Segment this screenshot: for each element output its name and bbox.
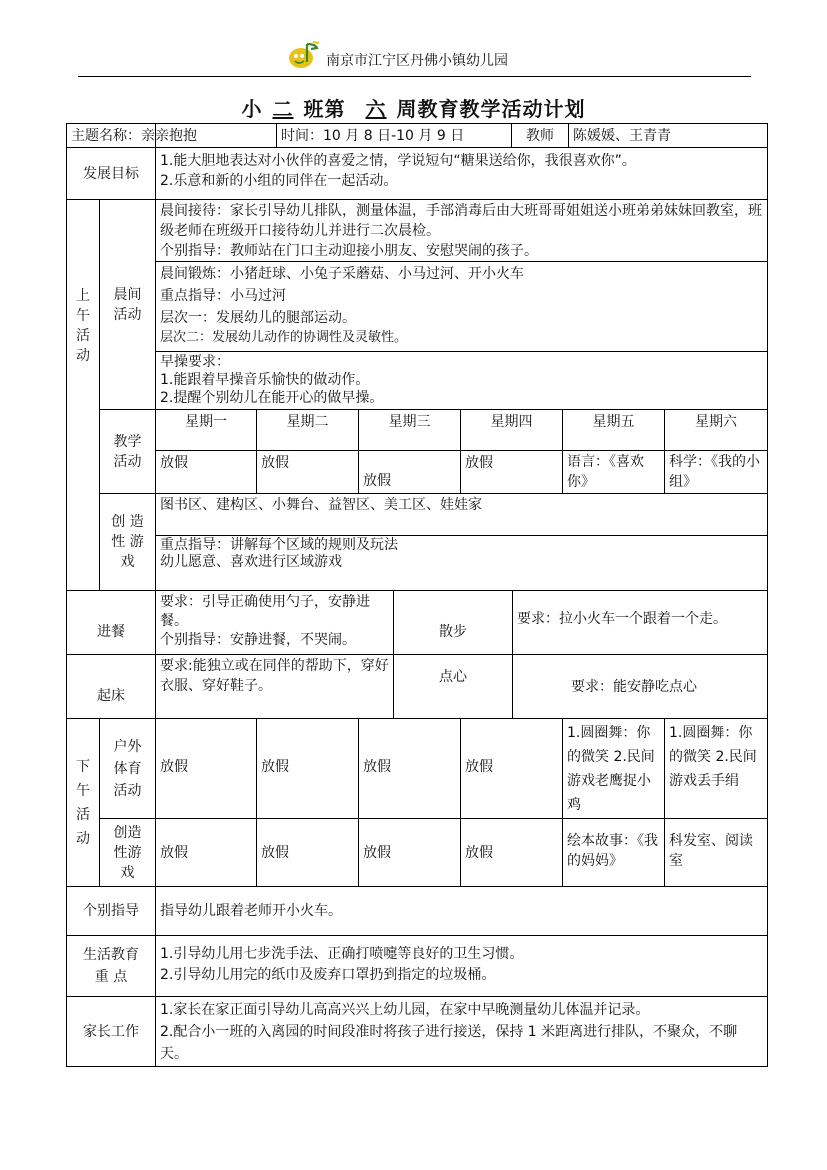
creative-mon: 放假 [160,844,188,861]
morning-section-label: 上 午 活 动 [76,287,90,364]
outdoor-tue: 放假 [261,759,289,775]
teacher-names: 陈媛媛、王青青 [573,127,671,144]
day-tue: 星期二 [286,414,329,430]
individual-label: 个别指导 [83,903,139,919]
day-sat: 星期六 [695,414,737,430]
drill-line-2: 2.提醒个别幼儿在能开心的做早操。 [160,390,384,406]
reception-guide: 个别指导：教师站在门口主动迎接小朋友、安慰哭闹的孩子。 [160,243,538,259]
outdoor-mon: 放假 [160,759,188,775]
title-class-number: 二 [272,97,294,121]
page-header [0,40,827,72]
morning-activity-label: 晨间 活动 [113,286,142,323]
creative-willing: 幼儿愿意、喜欢进行区域游戏 [160,554,342,570]
walk-label: 散步 [439,624,467,640]
teaching-fri: 语言：《喜欢你》 [567,454,644,490]
life-label: 生活教育重 点 [83,947,139,985]
school-logo-icon [287,40,321,70]
outdoor-label: 户外 体育 活动 [113,738,142,799]
creative-tue: 放假 [261,844,289,861]
teaching-wed: 放假 [363,473,391,489]
drill-line-1: 1.能跟着早操音乐愉快的做动作。 [160,372,370,388]
header-divider [78,76,751,77]
exercise-focus: 重点指导：小马过河 [160,288,286,304]
title-suffix: 周教育教学活动计划 [396,97,586,121]
parent-line-2: 2.配合小一班的入离园的时间段准时将孩子进行接送，保持 1 米距离进行排队，不聚众，不聊天。 [160,1024,738,1062]
goal-line-1: 1.能大胆地表达对小伙伴的喜爱之情，学说短句“糖果送给你，我很喜欢你”。 [160,153,636,169]
outdoor-thu: 放假 [465,759,493,775]
time-range: 时间：10 月 8 日-10 月 9 日 [281,127,465,144]
creative-fri: 绘本故事：《我的妈妈》 [567,833,658,869]
meal-guide: 个别指导：安静进餐，不哭闹。 [160,632,356,648]
teaching-tue: 放假 [261,455,289,471]
reception-text: 晨间接待：家长引导幼儿排队，测量体温，手部消毒后由大班哥哥姐姐送小班弟弟妹妹回教室，班级老师在班级开口接待幼儿并进行二次晨检。 [160,203,762,239]
outdoor-sat: 1.圆圈舞：你的微笑 2.民间游戏丢手绢 [669,725,757,789]
day-fri: 星期五 [592,414,635,430]
wakeup-label: 起床 [97,688,125,704]
snack-label: 点心 [439,669,467,685]
parent-line-1: 1.家长在家正面引导幼儿高高兴兴上幼儿园，在家中早晚测量幼儿体温并记录。 [160,1002,650,1018]
outdoor-fri: 1.圆圈舞：你的微笑 2.民间游戏老鹰捉小鸡 [567,725,655,813]
parent-content [156,997,767,1066]
exercise-level-1: 层次一：发展幼儿的腿部运动。 [160,310,356,326]
title-prefix: 小 [241,97,263,121]
walk-requirement: 要求：拉小火车一个跟着一个走。 [517,611,727,627]
individual-text: 指导幼儿跟着老师开小火车。 [160,903,342,919]
parent-label: 家长工作 [83,1023,139,1040]
wakeup-requirement: 要求:能独立或在同伴的帮助下，穿好衣服、穿好鞋子。 [160,658,389,694]
goal-line-2: 2.乐意和新的小组的同伴在一起活动。 [160,173,398,189]
morning-exercise [156,262,767,351]
afternoon-section-label: 下 午 活 动 [76,758,90,847]
creative-game-label: 创 造 性 游 戏 [111,514,144,570]
teaching-label: 教学 活动 [113,433,142,470]
morning-drill [156,352,767,409]
page-title [0,93,827,122]
teacher-label: 教师 [526,127,554,144]
creative-sat: 科发室、阅读室 [669,833,753,869]
snack-requirement: 要求：能安静吃点心 [571,678,697,695]
teaching-thu: 放假 [465,455,493,471]
title-class-word: 班第 [303,97,346,121]
meal-label: 进餐 [97,624,125,640]
life-line-2: 2.引导幼儿用完的纸巾及废弃口罩扔到指定的垃圾桶。 [160,967,496,983]
creative-thu: 放假 [465,844,493,861]
afternoon-creative-label: 创造 性游 戏 [113,824,142,881]
creative-focus: 重点指导：讲解每个区域的规则及玩法 [160,537,398,553]
school-name: 南京市江宁区丹佛小镇幼儿园 [326,53,508,69]
theme-name: 主题名称：亲亲抱抱 [71,127,197,144]
creative-areas: 图书区、建构区、小舞台、益智区、美工区、娃娃家 [160,497,482,513]
life-content [156,936,767,996]
morning-reception [156,200,767,261]
meal-content [156,591,393,654]
life-line-1: 1.引导幼儿用七步洗手法、正确打喷嚏等良好的卫生习惯。 [160,946,524,962]
teaching-sat: 科学：《我的小组》 [669,454,760,490]
meal-requirement: 要求：引导正确使用勺子，安静进餐。 [160,594,370,629]
outdoor-wed: 放假 [363,759,391,775]
exercise-level-2: 层次二：发展幼儿动作的协调性及灵敏性。 [160,330,408,345]
goals-content [156,148,767,199]
day-thu: 星期四 [490,414,533,430]
creative-content [156,536,767,590]
goals-label: 发展目标 [83,165,139,182]
exercise-text: 晨间锻炼：小猪赶球、小兔子采蘑菇、小马过河、开小火车 [160,266,524,282]
title-week-number: 六 [365,97,387,121]
drill-title: 早操要求： [160,354,230,370]
day-mon: 星期一 [185,414,227,430]
creative-wed: 放假 [363,844,391,861]
teaching-mon: 放假 [160,455,188,471]
day-wed: 星期三 [388,414,431,430]
